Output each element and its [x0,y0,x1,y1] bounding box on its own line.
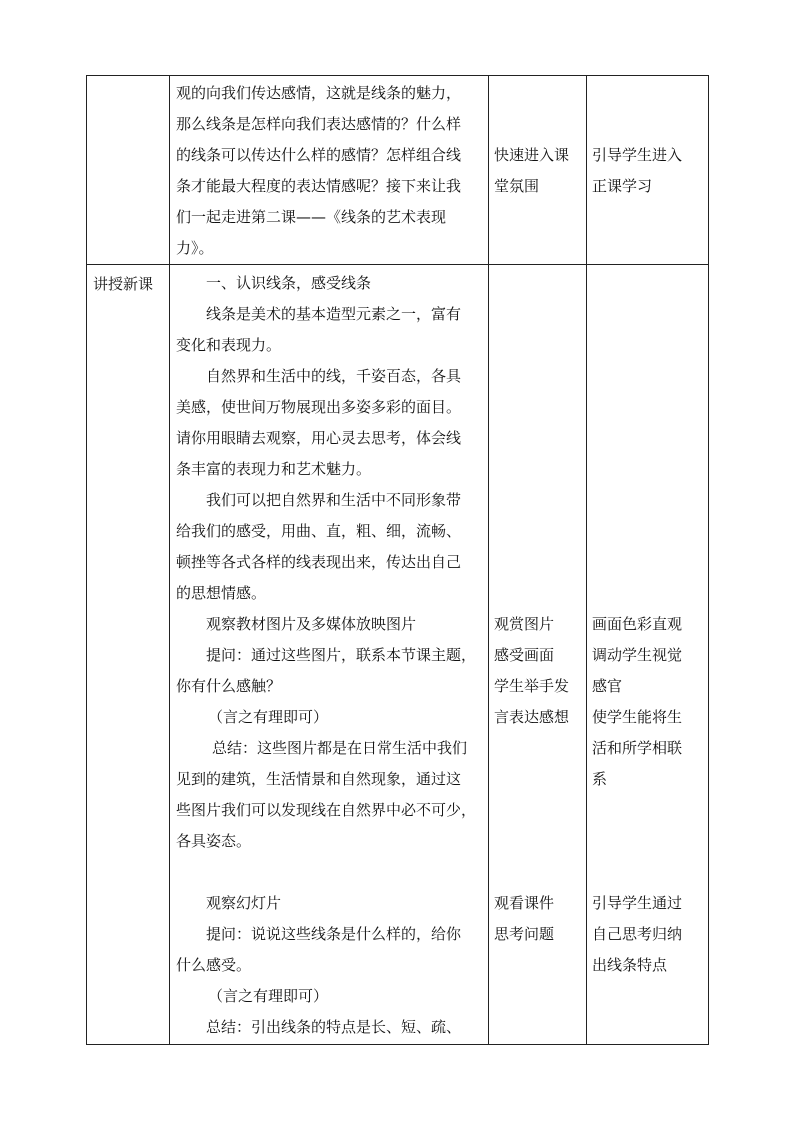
content-line: （言之有理即可） [208,987,329,1005]
student-line: 学生举手发 [494,677,570,695]
content-line: 条丰富的表现力和艺术魅力。 [176,460,372,478]
purpose-line: 感官 [592,677,623,695]
student-line: 思考问题 [494,925,555,943]
content-line: 给我们的感受，用曲、直，粗、细，流畅、 [176,522,462,540]
purpose-line: 正课学习 [592,177,653,195]
content-line: 美感，使世间万物展现出多姿多彩的面目。 [176,398,462,416]
student-activity-cell [489,76,587,265]
section-heading: 一、认识线条，感受线条 [206,274,372,292]
spacer [176,857,482,888]
purpose-line: 调动学生视觉 [592,646,683,664]
content-line: 条才能最大程度的表达情感呢？接下来让我 [176,177,462,195]
content-line: 力》。 [176,239,214,257]
student-activity-cell [489,265,587,1045]
lesson-plan-table [86,75,709,1045]
purpose-line: 出线条特点 [592,956,668,974]
content-line: 请你用眼睛去观察，用心灵去思考，体会线 [176,429,462,447]
stage-cell [87,265,170,1045]
content-line: 各具姿态。 [176,832,252,850]
student-line: 观看课件 [494,894,555,912]
content-line: 的线条可以传达什么样的感情？怎样组合线 [176,146,462,164]
purpose-line: 使学生能将生 [592,708,683,726]
table-row [87,76,709,265]
student-line: 堂氛围 [494,177,540,195]
table-row [87,265,709,1045]
purpose-line: 系 [592,770,608,788]
content-line: 提问：说说这些线条是什么样的，给你 [206,925,462,943]
purpose-line: 自己思考归纳 [592,925,683,943]
content-line: 我们可以把自然界和生活中不同形象带 [206,491,462,509]
content-line: 的思想情感。 [176,584,267,602]
design-intent-cell [587,265,709,1045]
content-cell [170,76,489,265]
content-line: 变化和表现力。 [176,336,282,354]
purpose-line: 引导学生通过 [592,894,683,912]
content-line: 什么感受。 [176,956,252,974]
student-line: 言表达感想 [494,708,570,726]
content-line: 见到的建筑，生活情景和自然现象，通过这 [176,770,462,788]
content-line: 总结：引出线条的特点是长、短、疏、 [206,1018,462,1036]
content-line: 观的向我们传达感情，这就是线条的魅力， [176,84,462,102]
student-line: 感受画面 [494,646,555,664]
content-line: 观察教材图片及多媒体放映图片 [206,615,417,633]
purpose-line: 活和所学相联 [592,739,683,757]
content-line: 自然界和生活中的线，千姿百态，各具 [206,367,462,385]
purpose-line: 引导学生进入 [592,146,683,164]
student-line: 观赏图片 [494,615,555,633]
content-line: （言之有理即可） [208,708,329,726]
stage-cell-empty [87,76,170,265]
content-line: 总结：这些图片都是在日常生活中我们 [212,739,468,757]
stage-label: 讲授新课 [93,275,154,293]
content-cell [170,265,489,1045]
content-line: 观察幻灯片 [206,894,282,912]
content-line: 们一起走进第二课——《线条的艺术表现 [176,208,447,226]
student-line: 快速进入课 [494,146,570,164]
content-line: 提问：通过这些图片，联系本节课主题， [206,646,477,664]
purpose-line: 画面色彩直观 [592,615,683,633]
design-intent-cell [587,76,709,265]
content-line: 顿挫等各式各样的线表现出来，传达出自己 [176,553,462,571]
content-line: 些图片我们可以发现线在自然界中必不可少， [176,801,477,819]
content-line: 线条是美术的基本造型元素之一，富有 [206,305,462,323]
content-line: 你有什么感触？ [176,677,282,695]
content-line: 那么线条是怎样向我们表达感情的？什么样 [176,115,462,133]
